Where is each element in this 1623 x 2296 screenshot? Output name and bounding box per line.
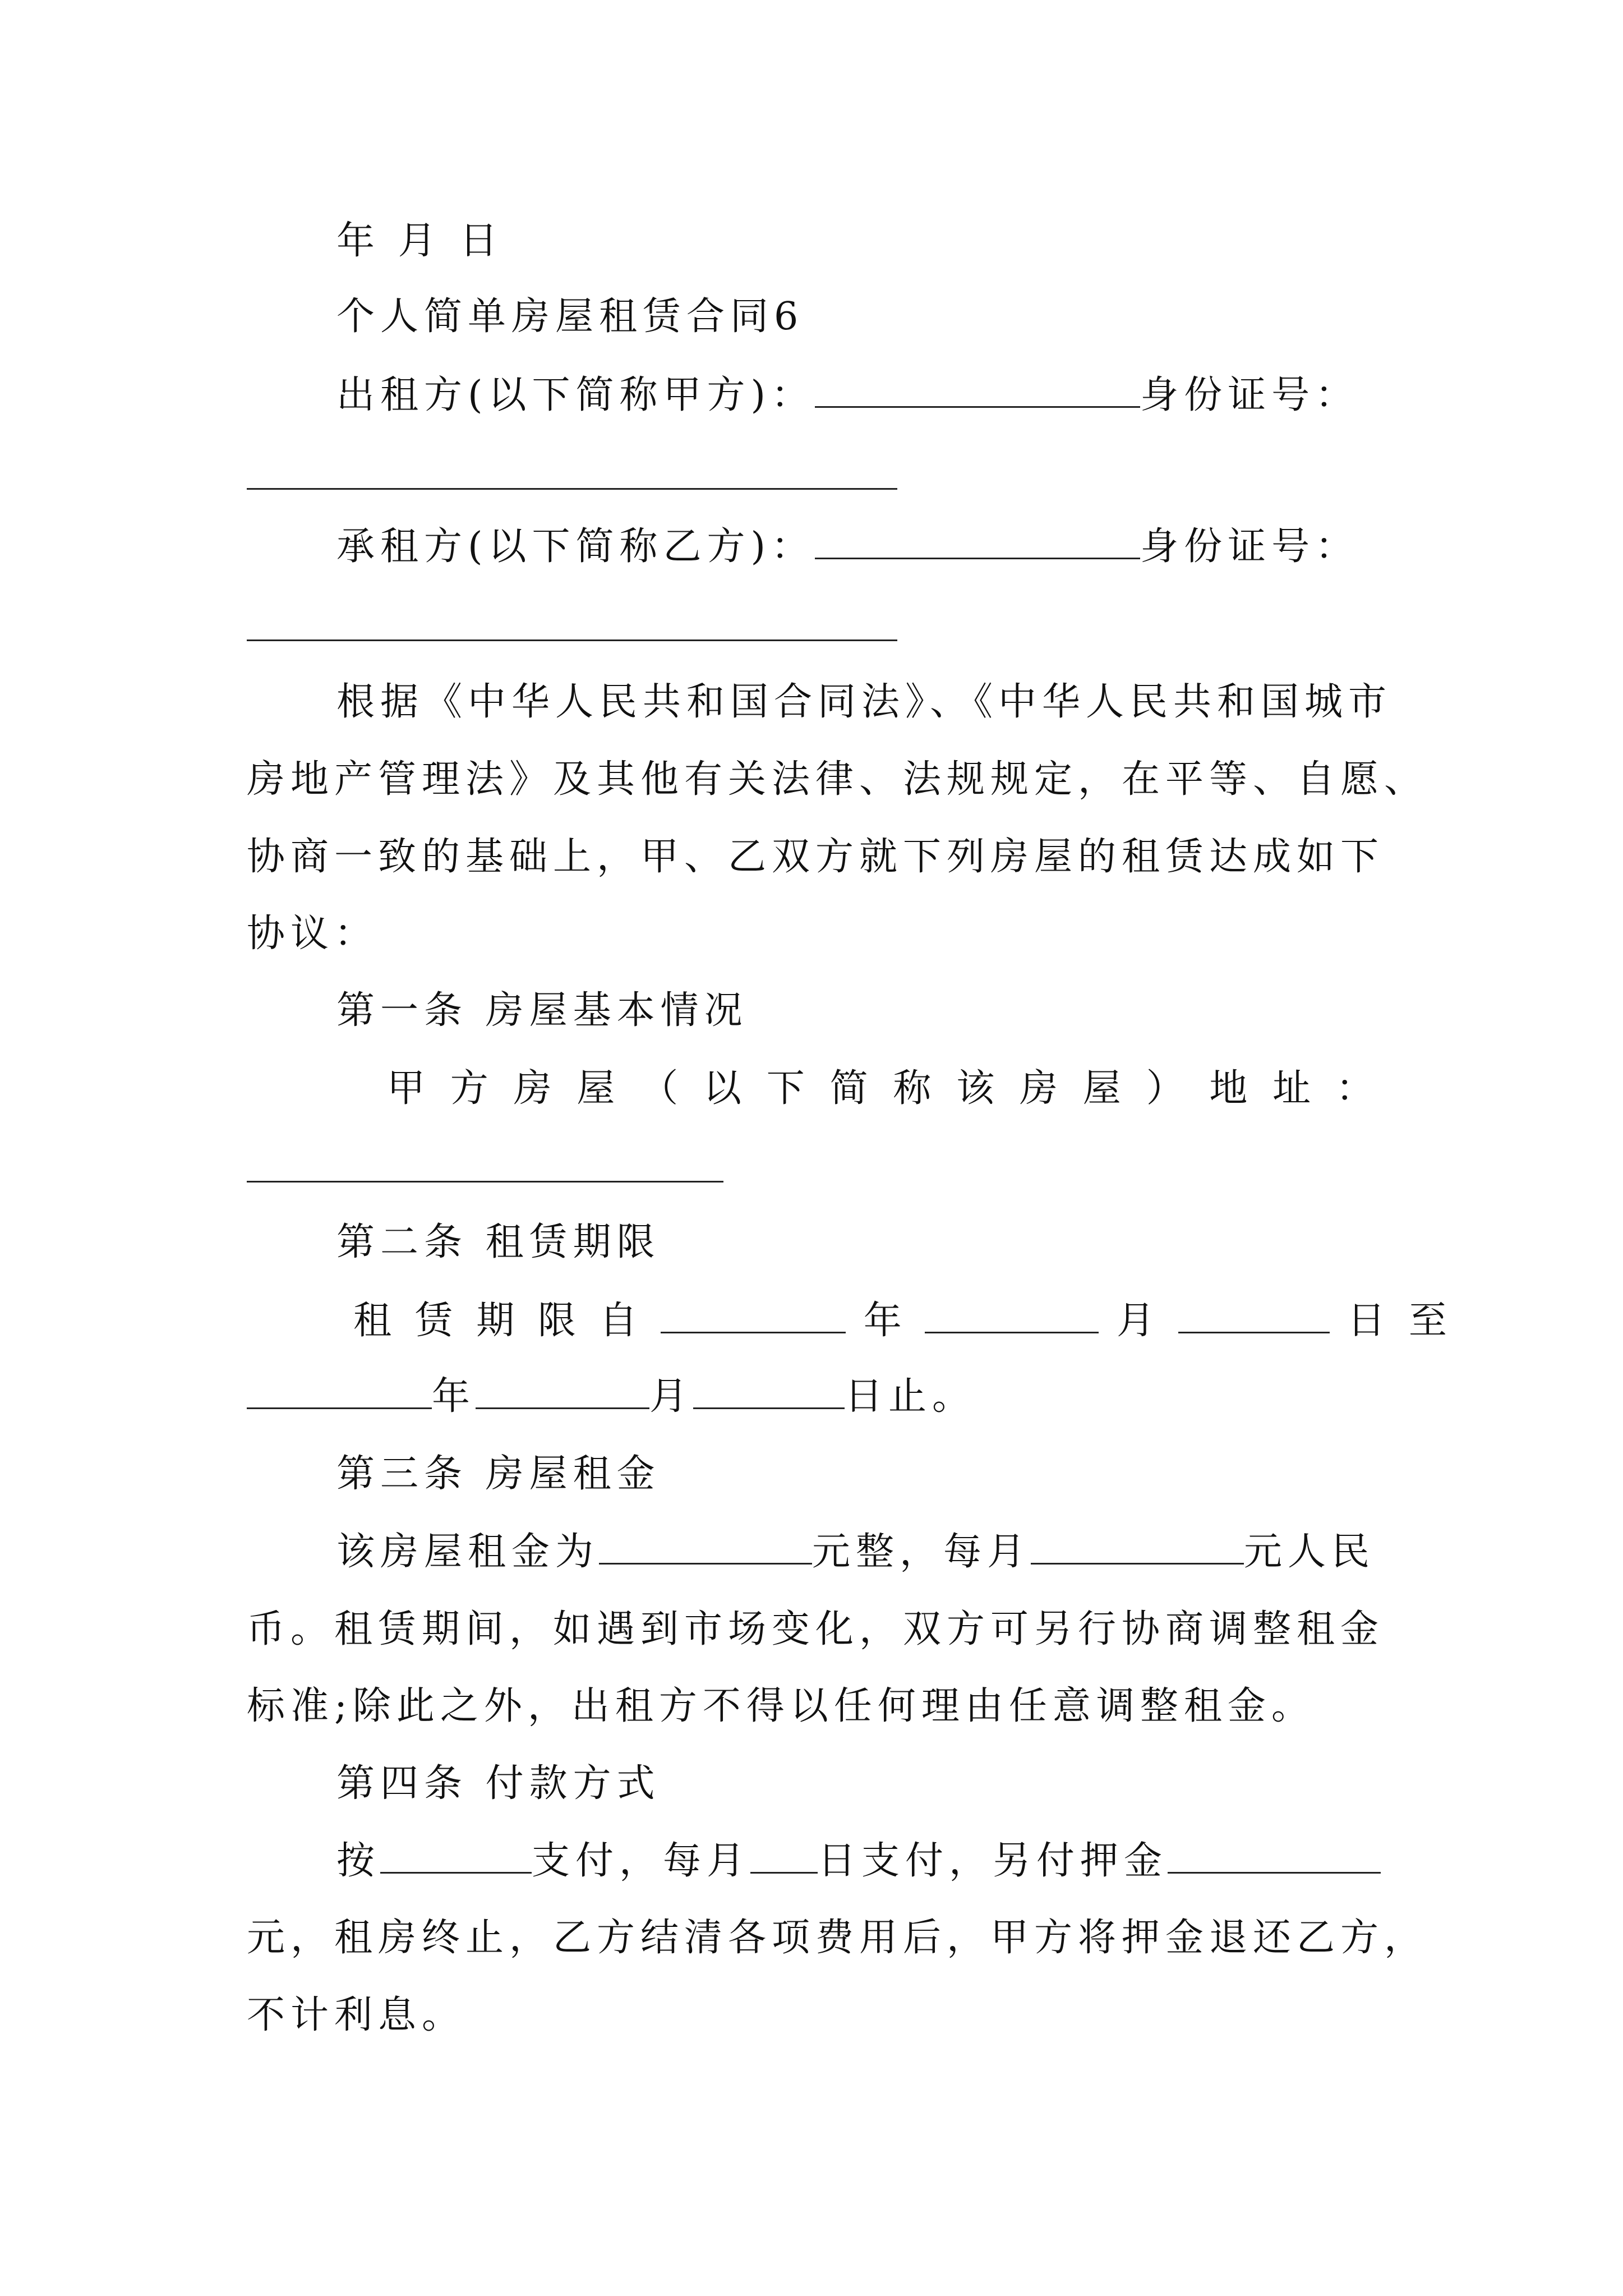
lessee-line <box>336 522 1380 572</box>
address-char: 简 <box>829 1066 868 1111</box>
preamble-line-4: 协议： <box>247 912 379 956</box>
deposit-label: 日支付，另付押金 <box>818 1839 1168 1883</box>
lessee-label: 承租方(以下简称乙方)： <box>336 524 815 569</box>
article-3-rent-line-2: 币。租赁期间，如遇到市场变化，双方可另行协商调整租金 <box>247 1607 1385 1651</box>
rent-label: 该房屋租金为 <box>336 1530 600 1574</box>
address-blank <box>247 1181 723 1182</box>
article-3-rent-line-3: 标准;除此之外，出租方不得以任何理由任意调整租金。 <box>247 1684 1315 1728</box>
start-day-label: 日 至 <box>1347 1299 1453 1343</box>
address-char: 房 <box>1019 1066 1058 1111</box>
address-char: 下 <box>766 1066 805 1111</box>
end-day-label: 日止。 <box>845 1374 976 1419</box>
address-char: 该 <box>956 1066 995 1111</box>
lessee-name-blank <box>815 523 1140 559</box>
address-char: 址 <box>1272 1066 1311 1111</box>
article-4-payment-line-3: 不计利息。 <box>247 1993 466 2037</box>
lessor-id-label: 身份证号： <box>1140 373 1359 417</box>
address-char: 方 <box>450 1066 488 1111</box>
article-3-title: 第三条 房屋租金 <box>336 1452 661 1496</box>
address-char: 房 <box>513 1066 552 1111</box>
article-1-address-line <box>387 1064 1374 1114</box>
address-char: 称 <box>893 1066 932 1111</box>
address-char: 甲 <box>387 1066 426 1111</box>
preamble-line-1: 根据《中华人民共和国合同法》、《中华人民共和国城市 <box>336 680 1393 724</box>
document-title: 个人简单房屋租赁合同6 <box>336 295 804 339</box>
end-month-blank <box>476 1373 649 1409</box>
start-year-label: 年 <box>863 1299 907 1343</box>
start-month-label: 月 <box>1116 1299 1160 1343</box>
rent-total-blank <box>599 1528 812 1565</box>
period-from-label: 租 赁 期 限 自 <box>353 1299 643 1343</box>
lessee-id-blank <box>247 639 897 641</box>
lessor-label: 出租方(以下简称甲方)： <box>336 373 815 417</box>
lessor-name-blank <box>815 371 1140 408</box>
article-2-period-line-1 <box>353 1296 1453 1346</box>
address-char: 以 <box>703 1066 741 1111</box>
payment-monthly-label: 支付，每月 <box>532 1839 751 1883</box>
start-day-blank <box>1178 1297 1330 1333</box>
rent-monthly-label: 元整，每月 <box>812 1530 1031 1574</box>
end-year-blank <box>247 1373 432 1409</box>
lessee-id-label: 身份证号： <box>1140 524 1359 569</box>
address-char: 屋 <box>577 1066 615 1111</box>
lessor-id-blank <box>247 488 897 490</box>
address-char: （ <box>640 1066 679 1111</box>
deposit-blank <box>1168 1837 1381 1874</box>
rent-currency-label: 元人民 <box>1244 1530 1376 1574</box>
preamble-line-3: 协商一致的基础上，甲、乙双方就下列房屋的租赁达成如下 <box>247 835 1385 879</box>
payment-by-label: 按 <box>336 1839 381 1883</box>
payment-day-blank <box>750 1837 818 1874</box>
article-4-payment-line-2: 元，租房终止，乙方结清各项费用后，甲方将押金退还乙方， <box>247 1916 1428 1960</box>
article-2-title: 第二条 租赁期限 <box>336 1220 661 1264</box>
end-day-blank <box>693 1373 845 1409</box>
end-year-label: 年 <box>432 1374 476 1419</box>
article-4-title: 第四条 付款方式 <box>336 1761 661 1806</box>
end-month-label: 月 <box>649 1374 694 1419</box>
address-char: 地 <box>1209 1066 1248 1111</box>
article-1-title: 第一条 房屋基本情况 <box>336 988 748 1033</box>
address-char: ） <box>1146 1066 1184 1111</box>
payment-method-blank <box>380 1837 532 1874</box>
article-4-payment-line-1 <box>336 1836 1380 1887</box>
start-year-blank <box>661 1297 846 1333</box>
article-2-period-line-2 <box>247 1372 1380 1422</box>
preamble-line-2: 房地产管理法》及其他有关法律、法规规定，在平等、自愿、 <box>247 757 1428 802</box>
date-line: 年 月 日 <box>336 219 504 263</box>
address-char: ： <box>1335 1066 1374 1111</box>
rent-monthly-blank <box>1031 1528 1244 1565</box>
article-3-rent-line-1 <box>336 1527 1380 1577</box>
start-month-blank <box>925 1297 1099 1333</box>
address-char: 屋 <box>1082 1066 1121 1111</box>
lessor-line <box>336 370 1380 421</box>
